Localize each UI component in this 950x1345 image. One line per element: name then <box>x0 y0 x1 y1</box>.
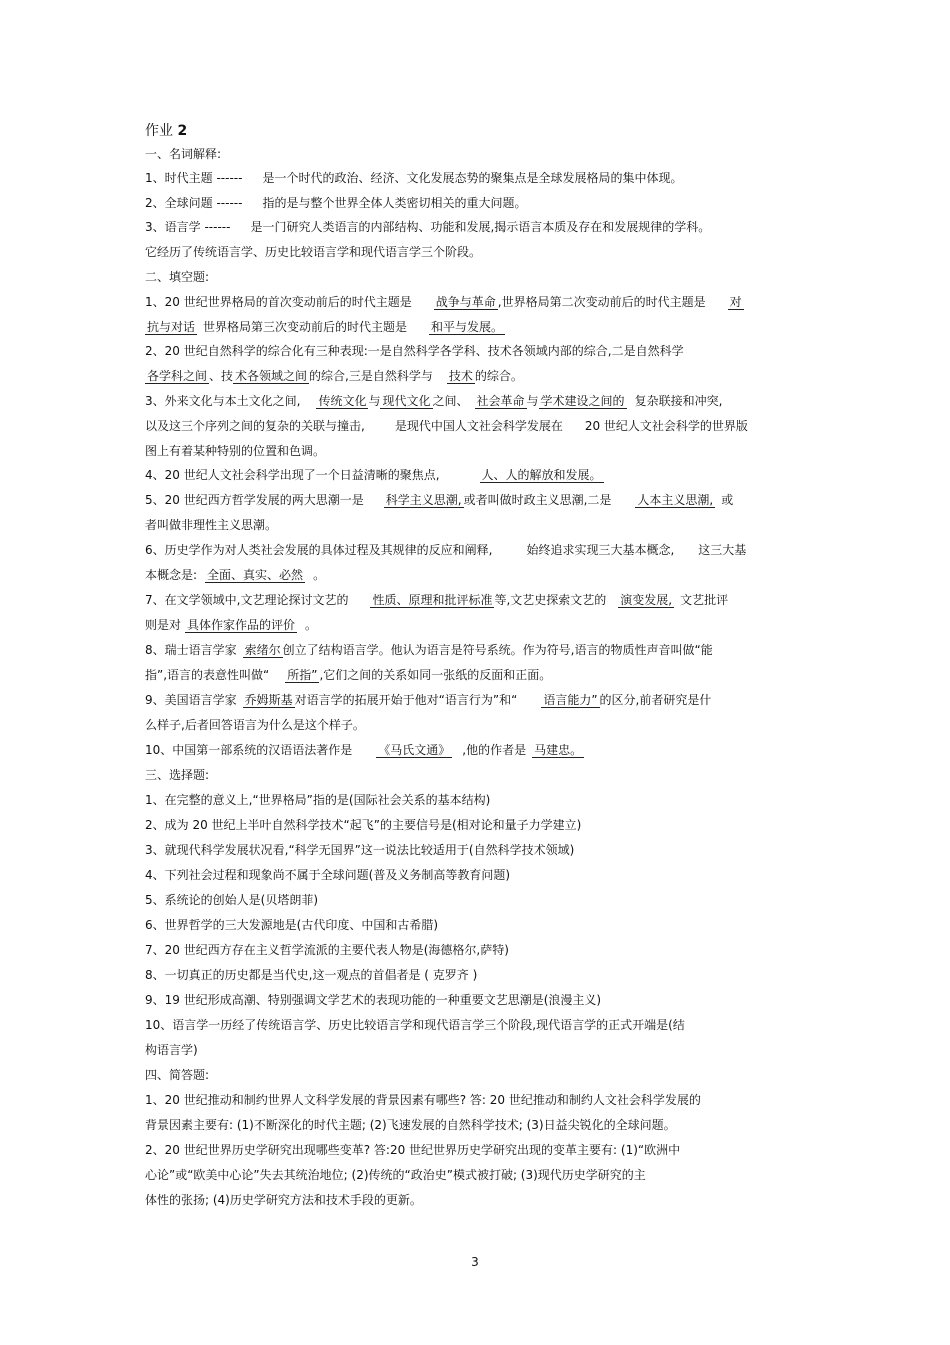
answer-item-cont: 体性的张扬; (4)历史学研究方法和技术手段的更新。 <box>145 1193 422 1207</box>
answer-blank: 对 <box>729 295 742 309</box>
section-heading: 二、填空题: <box>145 270 210 284</box>
answer-blank: 各学科之间 <box>147 369 208 383</box>
fill-item-cont: 各学科之间 、技 术各领域之间 的综合,三是自然科学与 技术 的综合。 <box>147 369 523 383</box>
choice-item: 10、语言学一历经了传统语言学、历史比较语言学和现代语言学三个阶段,现代语言学的正式开端是(结 <box>145 1018 685 1032</box>
answer-blank: 术各领域之间 <box>235 369 308 383</box>
section-heading: 三、选择题: <box>145 768 210 782</box>
section-heading: 一、名词解释: <box>145 147 222 161</box>
choice-item: 6、世界哲学的三大发源地是(古代印度、中国和古希腊) <box>145 918 439 932</box>
fill-item-cont: 指”,语言的表意性叫做“ 所指” ,它们之间的关系如同一张纸的反面和正面。 <box>145 668 552 682</box>
choice-item: 3、就现代科学发展状况看,“科学无国界”这一说法比较适用于(自然科学技术领域) <box>145 843 575 857</box>
answer-blank: 技术 <box>448 369 473 383</box>
answer-blank: 全面、真实、必然 <box>207 568 304 582</box>
answer-blank: 和平与发展。 <box>431 320 504 334</box>
answer-blank: 马建忠。 <box>534 743 583 757</box>
section-heading: 四、简答题: <box>145 1068 210 1082</box>
answer-blank: 语言能力” <box>543 693 598 707</box>
fill-item: 9、美国语言学家 乔姆斯基 对语言学的拓展开始于他对“语言行为”和“ 语言能力” 的区分,前者研究是什 <box>145 693 712 707</box>
choice-item: 1、在完整的意义上,“世界格局”指的是(国际社会关系的基本结构) <box>145 793 491 807</box>
definition-item: 2、全球问题 ------ 指的是与整个世界全体人类密切相关的重大问题。 <box>145 196 527 210</box>
answer-blank: 人、人的解放和发展。 <box>481 468 602 482</box>
answer-blank: 传统文化 <box>318 394 367 408</box>
fill-item: 3、外来文化与本土文化之间, 传统文化 与 现代文化 之间、 社会革命 与 学术建设之间的 复杂联接和冲突, <box>145 394 723 408</box>
answer-blank: 人本主义思潮, <box>637 493 714 507</box>
fill-item: 10、中国第一部系统的汉语语法著作是 《马氏文通》 ,他的作者是 马建忠。 <box>145 743 583 757</box>
answer-blank: 现代文化 <box>382 394 431 408</box>
fill-item: 4、20 世纪人文社会科学出现了一个日益清晰的聚焦点, 人、人的解放和发展。 <box>145 468 602 482</box>
definition-item: 1、时代主题 ------ 是一个时代的政治、经济、文化发展态势的聚集点是全球发展格局的集中体现。 <box>145 171 683 185</box>
fill-item-cont: 以及这三个序列之间的复杂的关联与撞击, 是现代中国人文社会科学发展在 20 世纪人文社会科学的世界版 <box>145 419 748 433</box>
fill-item: 6、历史学作为对人类社会发展的具体过程及其规律的反应和阐释, 始终追求实现三大基本概念, 这三大基 <box>145 543 747 557</box>
choice-item: 9、19 世纪形成高潮、特别强调文学艺术的表现功能的一种重要文艺思潮是(浪漫主义) <box>145 993 602 1007</box>
fill-item: 2、20 世纪自然科学的综合化有三种表现:一是自然科学各学科、技术各领域内部的综合,二是自然科学 <box>145 344 684 358</box>
answer-blank: 社会革命 <box>476 394 525 408</box>
answer-item-cont: 心论”或“欧美中心论”失去其统治地位; (2)传统的“政治史”模式被打破; (3)现代历史学研究的主 <box>145 1168 646 1182</box>
fill-item-cont: 么样子,后者回答语言为什么是这个样子。 <box>145 718 365 732</box>
answer-item-cont: 背景因素主要有: (1)不断深化的时代主题; (2)飞速发展的自然科学技术; (3)日益尖锐化的全球问题。 <box>145 1118 676 1132</box>
choice-item-cont: 构语言学) <box>145 1043 198 1057</box>
fill-item-cont: 图上有着某种特别的位置和色调。 <box>145 444 326 458</box>
page-number: 3 <box>471 1255 479 1269</box>
answer-blank: 乔姆斯基 <box>244 693 293 707</box>
page-title: 作业 2 <box>145 123 188 139</box>
definition-item: 3、语言学 ------ 是一门研究人类语言的内部结构、功能和发展,揭示语言本质及存在和发展规律的学科。 <box>145 220 711 234</box>
answer-blank: 所指” <box>287 668 318 682</box>
answer-blank: 具体作家作品的评价 <box>187 618 296 632</box>
fill-item-cont: 抗与对话 世界格局第三次变动前后的时代主题是 和平与发展。 <box>147 320 504 334</box>
answer-blank: 科学主义思潮, <box>385 493 462 507</box>
answer-blank: 战争与革命 <box>435 295 496 309</box>
fill-item: 7、在文学领域中,文艺理论探讨文艺的 性质、原理和批评标准 等,文艺史探索文艺的 演变发展, 文艺批评 <box>145 593 729 607</box>
fill-item-cont: 者叫做非理性主义思潮。 <box>145 518 278 532</box>
answer-blank: 《马氏文通》 <box>378 743 451 757</box>
answer-blank: 演变发展, <box>620 593 673 607</box>
fill-item: 1、20 世纪世界格局的首次变动前后的时代主题是 战争与革命 ,世界格局第二次变动前后的时代主题是 对 <box>145 295 742 309</box>
fill-item: 5、20 世纪西方哲学发展的两大思潮一是 科学主义思潮, 或者叫做时政主义思潮,二是 人本主义思潮, 或 <box>145 493 734 507</box>
fill-item-cont: 则是对 具体作家作品的评价 。 <box>145 618 318 632</box>
answer-item: 1、20 世纪推动和制约世界人文科学发展的背景因素有哪些? 答: 20 世纪推动和制约人文社会科学发展的 <box>145 1093 701 1107</box>
answer-blank: 抗与对话 <box>147 320 196 334</box>
choice-item: 8、一切真正的历史都是当代史,这一观点的首倡者是 ( 克罗齐 ) <box>145 968 478 982</box>
choice-item: 5、系统论的创始人是(贝塔朗菲) <box>145 893 318 907</box>
definition-continuation: 它经历了传统语言学、历史比较语言学和现代语言学三个阶段。 <box>145 245 482 259</box>
answer-blank: 索绪尔 <box>244 643 281 657</box>
fill-item-cont: 本概念是: 全面、真实、必然 。 <box>145 568 326 582</box>
answer-blank: 学术建设之间的 <box>540 394 625 408</box>
choice-item: 2、成为 20 世纪上半叶自然科学技术“起飞”的主要信号是(相对论和量子力学建立) <box>145 818 582 832</box>
answer-item: 2、20 世纪世界历史学研究出现哪些变革? 答:20 世纪世界历史学研究出现的变革主要有: (1)“欧洲中 <box>145 1143 681 1157</box>
fill-item: 8、瑞士语言学家 索绪尔 创立了结构语言学。他认为语言是符号系统。作为符号,语言的物质性声音叫做“能 <box>145 643 713 657</box>
answer-blank: 性质、原理和批评标准 <box>372 593 493 607</box>
choice-item: 7、20 世纪西方存在主义哲学流派的主要代表人物是(海德格尔,萨特) <box>145 943 509 957</box>
choice-item: 4、下列社会过程和现象尚不属于全球问题(普及义务制高等教育问题) <box>145 868 511 882</box>
